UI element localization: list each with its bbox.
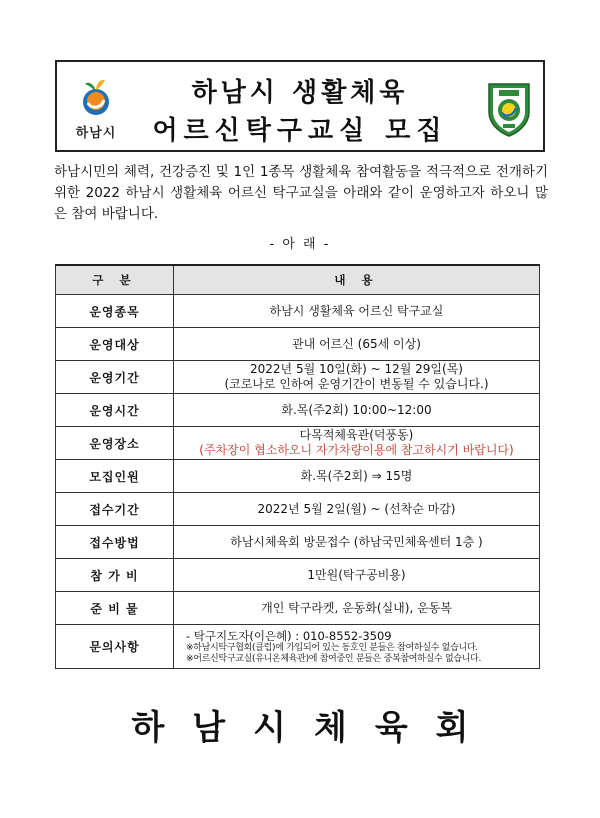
header-content: 내 용 [174,265,540,295]
parking-warning: (주차장이 협소하오니 자가차량이용에 참고하시기 바랍니다) [199,443,514,457]
notice-divider: - 아 래 - [269,237,331,252]
row-value: 다목적체육관(덕풍동) (주차장이 협소하오니 자가차량이용에 참고하시기 바랍니다) [174,427,540,460]
table-header-row [56,265,540,295]
row-label: 운영종목 [56,295,174,328]
organization-name: 하남시체육회 [131,708,497,748]
table-row [56,295,540,328]
page-title-line1: 하남시 생활체육 [191,78,409,108]
row-label: 접수방법 [56,526,174,559]
logo-text: 하남시 [75,126,117,141]
row-label: 운영장소 [56,427,174,460]
row-label: 운영기간 [56,361,174,394]
row-value: 2022년 5월 10일(화) ~ 12월 29일(목) (코로나로 인하여 운영기간이 변동될 수 있습니다.) [174,361,540,394]
table-row [56,625,540,669]
row-label: 문의사항 [56,625,174,669]
table-row [56,328,540,361]
table-row [56,394,540,427]
row-label: 모집인원 [56,460,174,493]
restriction-note: ※하남시탁구협회(클럽)에 가입되어 있는 동호인 분들은 참여하실수 없습니다. [186,642,478,653]
table-row [56,559,540,592]
hanam-sports-council-emblem-icon [485,80,533,138]
row-value: 하남시체육회 방문접수 (하남국민체육센터 1층 ) [174,526,540,559]
row-value: 하남시 생활체육 어르신 탁구교실 [174,295,540,328]
recruitment-info-table [55,264,540,669]
title-box [55,60,545,152]
row-value [174,625,540,669]
restriction-note: ※어르신탁구교실(유니온체육관)에 참여중인 분들은 중복참여하실수 없습니다. [186,653,482,664]
table-row [56,493,540,526]
page-title-line2: 어르신탁구교실 모집 [152,116,448,146]
table-row [56,460,540,493]
row-label: 운영대상 [56,328,174,361]
row-label: 준 비 물 [56,592,174,625]
header-category: 구 분 [56,265,174,295]
row-label: 접수기간 [56,493,174,526]
row-label: 운영시간 [56,394,174,427]
table-row [56,361,540,394]
row-value: 관내 어르신 (65세 이상) [174,328,540,361]
row-value: 화.목(주2회) ⇒ 15명 [174,460,540,493]
row-value: 개인 탁구라켓, 운동화(실내), 운동복 [174,592,540,625]
intro-paragraph: 하남시민의 체력, 건강증진 및 1인 1종목 생활체육 참여활동을 적극적으로 전개하기 위한 2022 하남시 생활체육 어르신 탁구교실을 아래와 같이 운영하고자 하오니 많은 참여 바랍니다. [54,164,548,222]
row-value: 2022년 5월 2일(월) ~ (선착순 마감) [174,493,540,526]
table-row [56,592,540,625]
row-value: 1만원(탁구공비용) [174,559,540,592]
contact-line: - 탁구지도자(이은혜) : 010-8552-3509 [186,628,392,643]
table-row [56,427,540,460]
table-row [56,526,540,559]
row-value: 화.목(주2회) 10:00~12:00 [174,394,540,427]
row-label: 참 가 비 [56,559,174,592]
